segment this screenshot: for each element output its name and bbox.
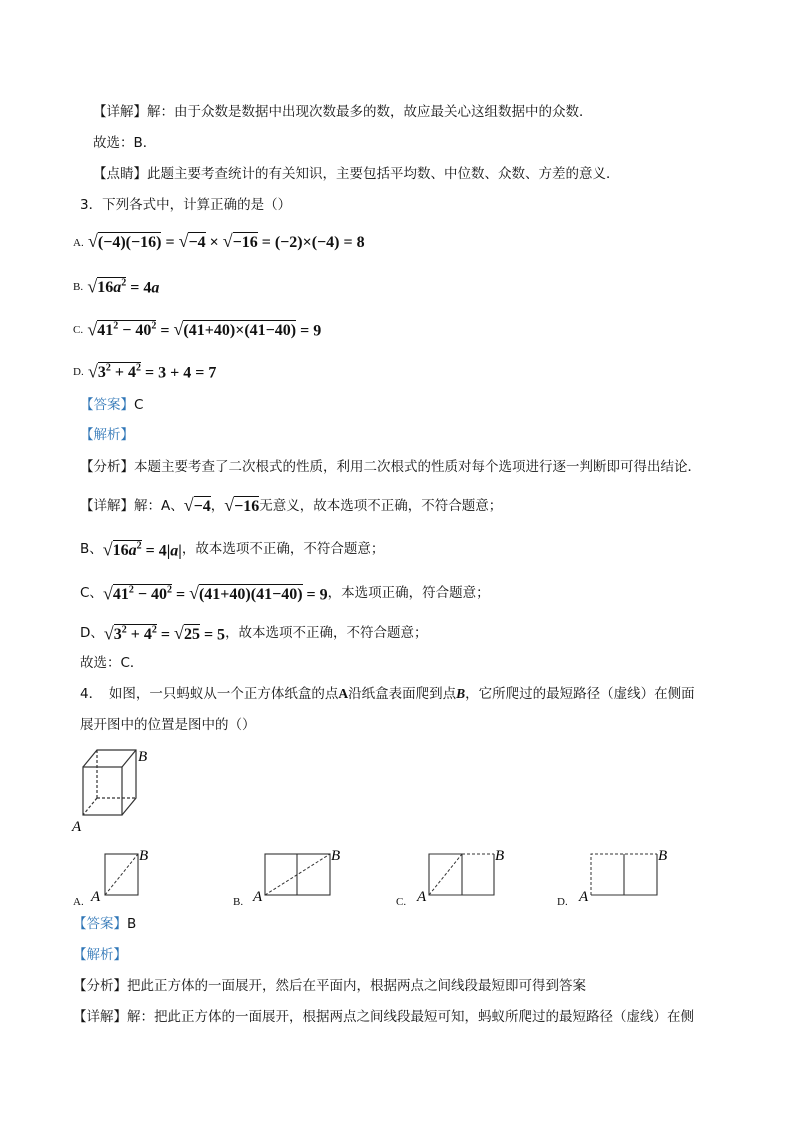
option-label: C. [73,324,84,337]
math-expression: $√41^2 - 40^2 = √(41+40)(41-40) = 9$ [102,583,328,604]
detail-text: 【详解】解：由于众数是数据中出现次数最多的数，故应最关心这组数据中的众数． [93,104,593,120]
math-expression: √(−4)(−16) = √−4 × √−16 = (−2)×(−4) = 8 [88,231,365,251]
label-b: B [331,848,341,864]
question-text: ，它所爬过的最短路径（虚线）在侧面 [465,686,695,702]
label-b: B [658,848,668,864]
question-3: 3．下列各式中，计算正确的是（） [80,197,292,213]
answer-4 [73,915,136,933]
option-d-figure [576,845,696,905]
label-b: B [138,749,148,765]
answer-value: C [134,397,144,413]
option-label: A. [73,896,84,908]
option-label: D. [557,896,568,908]
detail-prefix: D、 [80,625,104,642]
label-a: A [253,889,263,905]
detail-suffix: 无意义，故本选项不正确，不符合题意； [259,498,503,514]
question-text: 沿纸盒表面爬到点 [348,686,457,702]
detail-text: 【详解】解：把此正方体的一面展开，根据两点之间线段最短可知，蚂蚁所爬过的最短路径（虚线）在侧 [73,1009,694,1025]
label-a: A [91,889,101,905]
analysis-heading: 【解析】 [73,947,127,963]
option-label: B. [73,281,84,294]
option-a [73,232,365,252]
detail-suffix: ，故本选项不正确，不符合题意； [225,625,428,642]
math-expression: $√3^2 + 4^2 = 3 + 4 = 7$ [88,361,217,382]
option-label: C. [396,896,407,908]
answer-value: B [127,916,137,932]
detail-suffix: ，故本选项不正确，不符合题意； [181,541,385,558]
detail-prefix: B、 [80,541,103,558]
detail-c [80,582,490,604]
answer-choice-text: 故选：C． [80,655,144,671]
option-b-figure [250,845,370,905]
detail-prefix: C、 [80,585,103,602]
detail-a [80,496,502,516]
option-c [73,318,321,340]
question-4 [80,685,695,703]
point-b: B [456,686,466,701]
analysis-text: 【分析】本题主要考查了二次根式的性质，利用二次根式的性质对每个选项进行逐一判断即可得出结论． [80,459,701,475]
math-expression: √−4 [183,495,211,515]
math-expression: $√41^2 - 40^2 = √(41+40)\times(41-40) = 9$ [87,319,322,340]
cube-figure [70,745,170,835]
label-b: B [139,848,149,864]
analysis-heading: 【解析】 [80,427,134,443]
detail-suffix: ，本选项正确，符合题意； [327,585,490,602]
detail-d [80,622,428,644]
math-expression: √−16 [224,495,260,515]
option-c-figure [414,845,534,905]
option-d [73,360,216,382]
detail-b [80,538,384,560]
question-4-line2: 展开图中的位置是图中的（） [80,717,256,733]
math-expression: $√16a^2 = 4|a|$ [102,539,182,560]
answer-label: 【答案】 [80,397,134,413]
label-a: A [579,889,589,905]
math-expression: $√16a^2 = 4a$ [87,276,160,297]
answer-choice-text: 故选：B． [93,135,157,151]
option-a-figure [88,845,168,905]
answer-label: 【答案】 [73,916,127,932]
math-expression: $√3^2 + 4^2 = √25 = 5$ [103,623,226,644]
label-b: B [495,848,505,864]
label-a: A [417,889,427,905]
question-text: 4． 如图，一只蚂蚁从一个正方体纸盒的点 [80,686,339,702]
answer-3 [80,396,143,414]
option-b [73,275,159,297]
detail-prefix: 【详解】解：A、 [80,498,184,514]
option-label: A. [73,237,84,249]
comma: ， [210,498,225,514]
comment-text: 【点睛】此题主要考查统计的有关知识，主要包括平均数、中位数、众数、方差的意义． [93,166,620,182]
option-label: D. [73,366,84,379]
analysis-text: 【分析】把此正方体的一面展开，然后在平面内，根据两点之间线段最短即可得到答案 [73,978,586,994]
option-label: B. [233,896,244,908]
point-a: A [338,686,349,701]
label-a: A [72,819,82,835]
